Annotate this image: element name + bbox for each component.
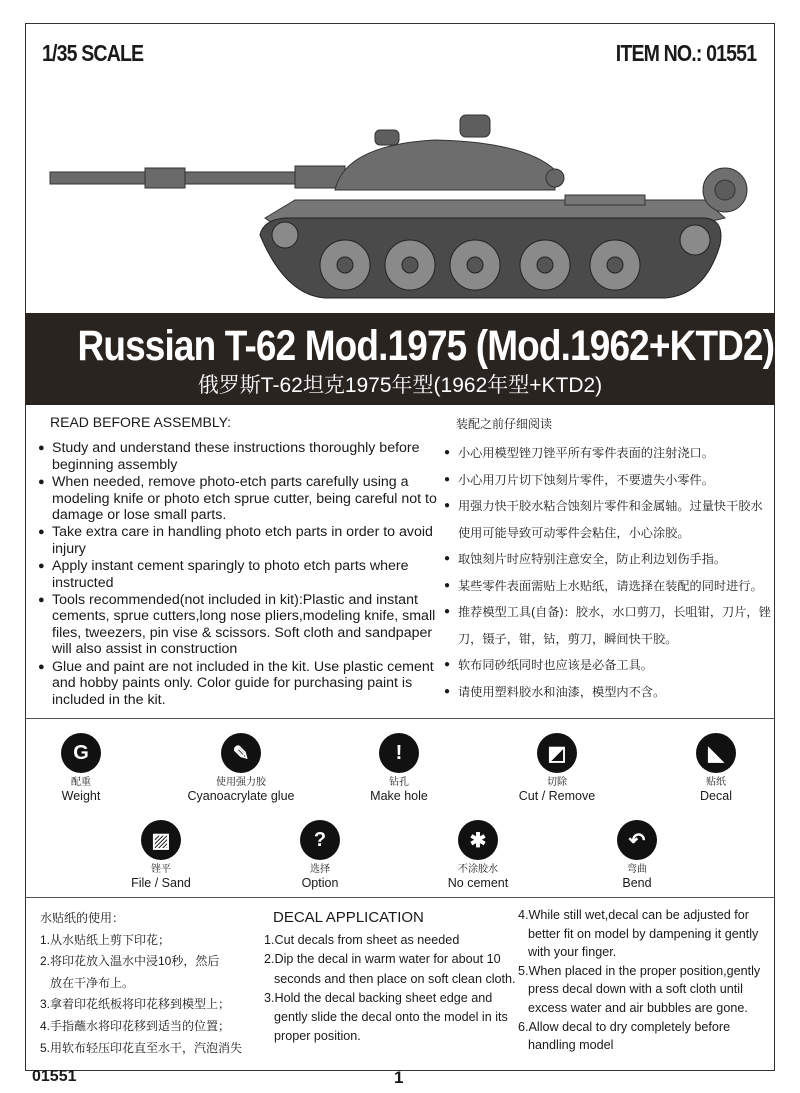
list-item: ● Take extra care in handling photo etch parts in order to avoid injury <box>38 524 438 557</box>
symbol-label-cn: 切除 <box>547 777 567 788</box>
list-item: ● Glue and paint are not included in the kit. Use plastic cement and hobby paints only. Color guide for purchasing paint is included in the kit. <box>38 659 438 708</box>
symbol-label-cn: 贴纸 <box>706 777 726 788</box>
list-item: ● 取蚀刻片时应特别注意安全，防止利边划伤手指。 <box>444 546 774 573</box>
drill-icon: ! <box>379 733 419 773</box>
list-item: ● 用强力快干胶水粘合蚀刻片零件和金属轴。过量快干胶水使用可能导致可动零件会粘住，小心涂胶。 <box>444 493 774 546</box>
decal-icon: ◣ <box>696 733 736 773</box>
list-item: ● Tools recommended(not included in kit):Plastic and instant cements, sprue cutters,long nose pliers,modeling knife, small files, tweezers, pin vise & scissors. Soft cloth and sandpaper will also assist in construction <box>38 592 438 658</box>
decal-step: 1.Cut decals from sheet as needed <box>264 933 460 947</box>
decal-step-cn: 4.手指蘸水将印花移到适当的位置； <box>40 1018 231 1033</box>
tank-illustration <box>45 110 755 310</box>
file-icon: ▨ <box>141 820 181 860</box>
footer-item-code: 01551 <box>32 1068 77 1085</box>
symbol-label-cn: 锉平 <box>151 864 171 875</box>
symbol-label-cn: 钻孔 <box>389 777 409 788</box>
decal-step: proper position. <box>274 1029 361 1044</box>
symbol-decal <box>641 733 791 804</box>
decal-step: excess water and air bubbles are gone. <box>528 1000 748 1015</box>
decal-step-cn: 3.拿着印花纸板将印花移到模型上； <box>40 997 231 1012</box>
decal-step: 2.Dip the decal in warm water for about 10 <box>264 952 501 967</box>
symbol-label: Make hole <box>370 789 428 803</box>
symbol-make-hole <box>324 733 474 804</box>
read-before-assembly-cn <box>444 414 774 705</box>
symbol-label: Bend <box>622 876 652 890</box>
symbol-label: Decal <box>700 789 732 803</box>
symbol-weight <box>6 733 156 804</box>
product-title-chinese: 俄罗斯T-62坦克1975年型(1962年型+KTD2) <box>197 374 603 397</box>
decal-step-cn: 2.将印花放入温水中浸10秒，然后 <box>40 954 220 969</box>
bend-icon: ↶ <box>617 820 657 860</box>
read-before-heading: READ BEFORE ASSEMBLY: <box>50 414 232 430</box>
decal-step: 4.While still wet,decal can be adjusted for <box>518 908 750 922</box>
symbol-label-cn: 选择 <box>310 864 330 875</box>
glue-icon: ✎ <box>221 733 261 773</box>
decal-step-cn: 放在干净布上。 <box>50 975 135 990</box>
list-item: ● 推荐模型工具(自备)：胶水，水口剪刀，长咀钳，刀片，锉刀，镊子，钳，钻，剪刀，瞬间快干胶。 <box>444 599 774 652</box>
title-band <box>25 313 775 405</box>
decal-heading: DECAL APPLICATION <box>273 909 424 926</box>
symbol-cyanoacrylate-glue <box>166 733 316 804</box>
question-icon: ? <box>300 820 340 860</box>
symbol-label: Weight <box>61 789 101 803</box>
symbol-label-cn: 弯曲 <box>627 864 647 875</box>
decal-step: 3.Hold the decal backing sheet edge and <box>264 990 493 1005</box>
decal-step: with your finger. <box>528 945 617 960</box>
symbol-label: Option <box>301 876 339 890</box>
decal-step: better fit on model by dampening it gently <box>528 926 759 941</box>
cut-icon: ◩ <box>537 733 577 773</box>
symbol-label: No cement <box>447 876 509 890</box>
decal-step: 6.Allow decal to dry completely before <box>518 1019 731 1034</box>
scale-label: 1/35 SCALE <box>42 40 144 66</box>
decal-step-cn: 1.从水贴纸上剪下印花； <box>40 932 171 947</box>
symbol-label: Cut / Remove <box>518 789 596 803</box>
symbol-label: File / Sand <box>131 876 191 890</box>
product-title: Russian T-62 Mod.1975 (Mod.1962+KTD2) <box>77 322 775 370</box>
decal-step: handling model <box>528 1038 614 1053</box>
list-item: ● Apply instant cement sparingly to photo etch parts where instructed <box>38 558 438 591</box>
decal-step-cn: 5.用软布轻压印花直至水干，汽泡消失 <box>40 1040 243 1055</box>
read-before-list-cn <box>444 440 774 705</box>
symbol-label-cn: 使用强力胶 <box>216 777 266 788</box>
divider <box>25 718 775 719</box>
symbol-label-cn: 配重 <box>71 777 91 788</box>
symbol-cut-remove <box>482 733 632 804</box>
symbol-label: Cyanoacrylate glue <box>187 789 295 803</box>
decal-step: 5.When placed in the proper position,gently <box>518 963 761 978</box>
list-item: ● Study and understand these instructions thoroughly before beginning assembly <box>38 440 438 473</box>
decal-heading-cn: 水贴纸的使用： <box>40 911 125 925</box>
list-item: ● 小心用模型锉刀锉平所有零件表面的注射浇口。 <box>444 440 774 467</box>
symbol-bend <box>562 820 712 891</box>
divider <box>25 897 775 898</box>
symbol-file-sand <box>86 820 236 891</box>
decal-application <box>264 908 519 1047</box>
list-item: ● When needed, remove photo-etch parts carefully using a modeling knife or photo etch sprue cutter, being careful not to damage or lose small parts. <box>38 474 438 523</box>
decal-instructions-cn <box>40 908 255 1059</box>
symbol-label-cn: 不涂胶水 <box>458 864 498 875</box>
read-before-list <box>38 440 438 708</box>
read-before-heading-cn: 装配之前仔细阅读 <box>456 417 553 431</box>
list-item: ● 软布同砂纸同时也应该是必备工具。 <box>444 652 774 679</box>
read-before-assembly <box>38 414 438 709</box>
page-number: 1 <box>394 1068 404 1087</box>
item-number: ITEM NO.: 01551 <box>615 40 756 66</box>
symbol-option <box>245 820 395 891</box>
decal-step: seconds and then place on soft clean cloth. <box>274 971 516 986</box>
list-item: ● 请使用塑料胶水和油漆，模型内不含。 <box>444 679 774 706</box>
decal-step: press decal down with a soft cloth until <box>528 982 743 997</box>
list-item: ● 某些零件表面需贴上水贴纸，请选择在装配的同时进行。 <box>444 573 774 600</box>
symbol-no-cement <box>403 820 553 891</box>
decal-step: gently slide the decal onto the model in its <box>274 1010 508 1025</box>
weight-icon: G <box>61 733 101 773</box>
decal-application-continued <box>518 906 773 1055</box>
list-item: ● 小心用刀片切下蚀刻片零件，不要遗失小零件。 <box>444 467 774 494</box>
no-cement-icon: ✱ <box>458 820 498 860</box>
